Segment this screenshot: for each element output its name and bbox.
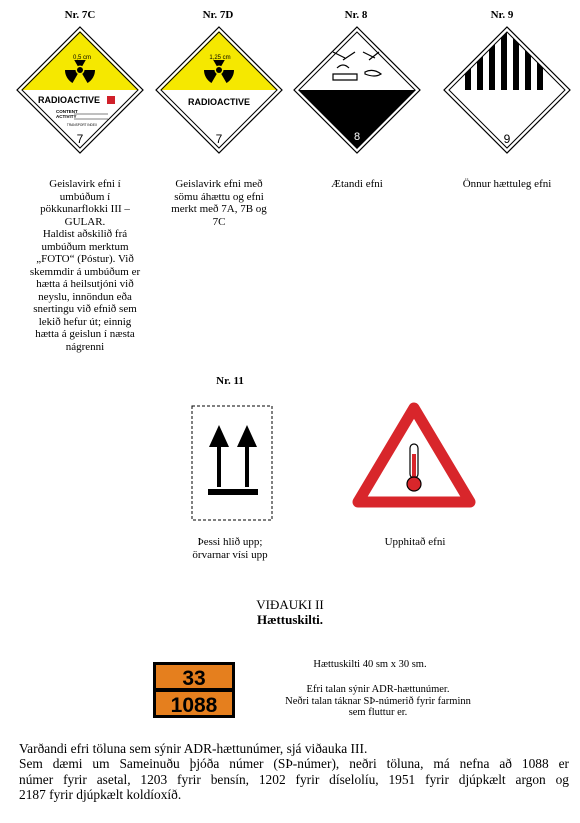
appendix-title: VIÐAUKI II xyxy=(256,597,324,612)
orientation-label xyxy=(191,405,273,521)
heated-substance-sign xyxy=(352,402,476,508)
corrosive-sign xyxy=(293,26,421,154)
label-8-heading: Nr. 8 xyxy=(344,9,368,21)
svg-text:RADIOACTIVE: RADIOACTIVE xyxy=(38,95,101,105)
orange-hazard-plate xyxy=(153,662,235,718)
svg-text:7: 7 xyxy=(76,132,84,146)
label-9-heading: Nr. 9 xyxy=(490,9,514,21)
svg-text:CONTENT: CONTENT xyxy=(56,109,78,114)
svg-text:8: 8 xyxy=(353,131,361,143)
radioactive-7d-sign xyxy=(155,26,283,154)
label-8-caption: Ætandi efni xyxy=(331,178,383,190)
label-7d-caption: Geislavirk efni með sömu áhættu og efni merkt með 7A, 7B og 7C xyxy=(171,178,267,228)
label-7d-heading: Nr. 7D xyxy=(202,9,234,21)
label-7c-heading: Nr. 7C xyxy=(64,9,96,21)
svg-text:RADIOACTIVE: RADIOACTIVE xyxy=(187,97,251,107)
label-7c-caption: Geislavirk efni í umbúðum í pökkunarflokki III – GULAR. Haldist aðskilið frá umbúðum merktum „FOTO“ (Póstur). Við skemmdir á umbúðum er hætta á heilsutjóni við neyslu, innöndun eða snertingu við efnið sem lekið hefur út; einnig hætta á geislun í næsta nágrenni xyxy=(29,178,141,353)
appendix-subtitle: Hættuskilti. xyxy=(256,612,324,627)
un-number: 1088 xyxy=(170,694,218,717)
label-11-heading: Nr. 11 xyxy=(216,375,244,387)
svg-text:0,5 cm: 0,5 cm xyxy=(72,55,92,61)
svg-text:ACTIVITY: ACTIVITY xyxy=(56,114,77,119)
plate-size-note: Hættuskilti 40 sm x 30 sm. xyxy=(313,659,427,670)
svg-text:7: 7 xyxy=(215,132,223,146)
misc-dangerous-sign xyxy=(443,26,571,154)
heated-caption: Upphitað efni xyxy=(384,536,446,548)
svg-text:1,25 cm: 1,25 cm xyxy=(209,55,231,61)
body-paragraph: Varðandi efri töluna sem sýnir ADR-hættunúmer, sjá viðauka III. Sem dæmi um Sameinuðu þjóða númer (SÞ-númer), neðri töluna, má nefna að 1088 er númer fyrir asetal, 1203 fyrir bensín, 1202 fyrir díselolíu, 1951 fyrir djúpkælt argon og 2187 fyrir djúpkælt koldíoxíð. xyxy=(19,741,569,803)
label-9-caption: Önnur hættuleg efni xyxy=(462,178,552,190)
orientation-caption: Þessi hlið upp; örvarnar vísi upp xyxy=(192,536,268,561)
svg-text:TRANSPORT INDEX: TRANSPORT INDEX xyxy=(66,123,98,127)
svg-text:9: 9 xyxy=(503,132,511,146)
hazard-number: 33 xyxy=(182,667,206,690)
radioactive-7c-sign xyxy=(16,26,144,154)
plate-explanation: Efri talan sýnir ADR-hættunúmer. Neðri talan táknar SÞ-númerið fyrir farminn sem fluttur er. xyxy=(285,684,471,718)
